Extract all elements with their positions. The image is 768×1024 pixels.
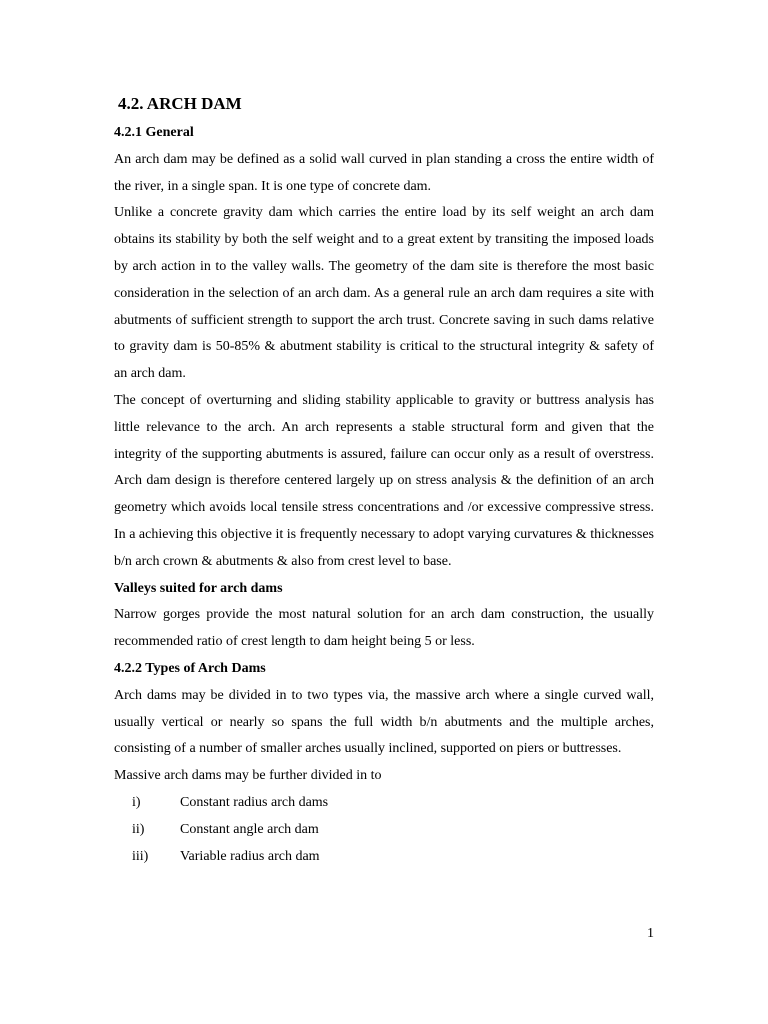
list-item [132, 790, 654, 817]
types-heading: 4.2.2 Types of Arch Dams [114, 660, 266, 676]
page-number: 1 [647, 926, 654, 941]
valleys-paragraph: Narrow gorges provide the most natural solution for an arch dam construction, the usually recommended ratio of crest length to dam height being 5 or less. [114, 607, 654, 650]
list-item-number: iii) [132, 848, 149, 864]
list-item-text: Constant angle arch dam [180, 821, 319, 837]
list-item [132, 817, 654, 844]
list-item-text: Variable radius arch dam [180, 848, 320, 864]
general-heading: 4.2.1 General [114, 125, 194, 140]
list-item [132, 844, 654, 871]
general-paragraph-2: Unlike a concrete gravity dam which carries the entire load by its self weight an arch dam obtains its stability by both the self weight and to a great extent by transiting the imposed loads by arch action in to the valley walls. The geometry of the dam site is therefore the most basic consideration in the selection of an arch dam. As a general rule an arch dam requires a site with abutments of sufficient strength to support the arch trust. Concrete saving in such dams relative to gravity dam is 50-85% & abutment stability is critical to the structural integrity & safety of an arch dam. [114, 205, 654, 382]
types-paragraph: Arch dams may be divided in to two types via, the massive arch where a single curved wall, usually vertical or nearly so spans the full width b/n abutments and the multiple arches, consisting of a number of smaller arches usually inclined, supported on piers or buttresses. [114, 687, 654, 757]
massive-arch-intro: Massive arch dams may be further divided in to [114, 768, 382, 784]
general-paragraph-3: The concept of overturning and sliding stability applicable to gravity or buttress analysis has little relevance to the arch. An arch represents a stable structural form and given that the integrity of the supporting abutments is assured, failure can occur only as a result of overstress. Arch dam design is therefore centered largely up on stress analysis & the definition of an arch geometry which avoids local tensile stress concentrations and /or excessive compressive stress. In a achieving this objective it is frequently necessary to adopt varying curvatures & thicknesses b/n arch crown & abutments & also from crest level to base. [114, 392, 654, 569]
arch-types-list [114, 790, 654, 870]
list-item-number: ii) [132, 821, 145, 837]
list-item-text: Constant radius arch dams [180, 794, 329, 810]
section-title: 4.2. ARCH DAM [118, 94, 242, 113]
valleys-heading: Valleys suited for arch dams [114, 580, 283, 596]
document-page [114, 90, 654, 870]
general-paragraph-1: An arch dam may be defined as a solid wall curved in plan standing a cross the entire width of the river, in a single span. It is one type of concrete dam. [114, 151, 654, 194]
list-item-number: i) [132, 794, 141, 810]
